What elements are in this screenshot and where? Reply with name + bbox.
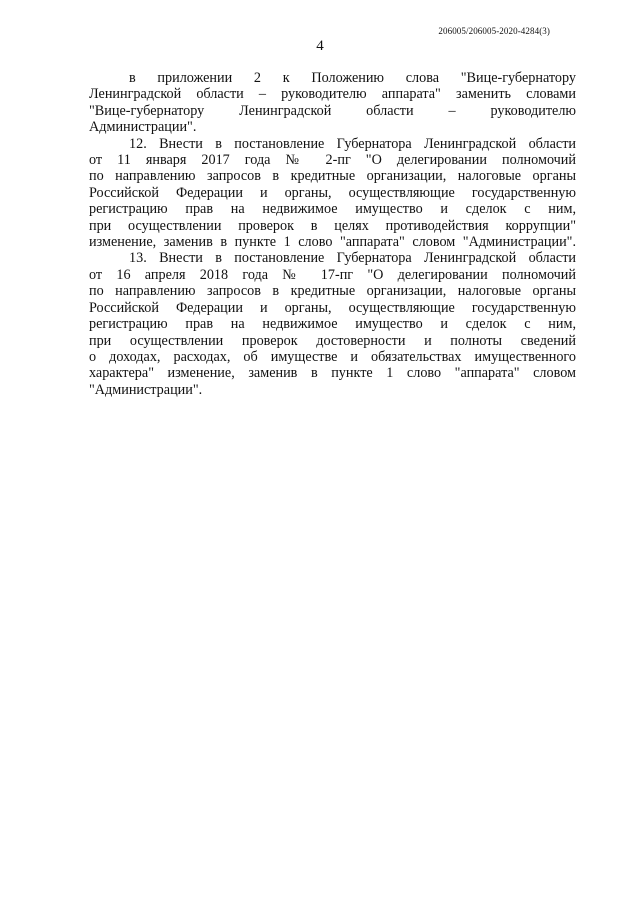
document-id: 206005/206005-2020-4284(3) [438, 26, 550, 36]
text-line: регистрацию прав на недвижимое имущество и сделок с ним, [89, 201, 576, 218]
text-line: Российской Федерации и органы, осуществляющие государственную [89, 184, 576, 201]
text-line: в приложении 2 к Положению слова "Вице-губернатору [129, 70, 576, 86]
paragraph-item-12 [89, 136, 576, 251]
text-line: характера" изменение, заменив в пункте 1 слово "аппарата" словом [89, 365, 576, 382]
text-line: Администрации". [89, 119, 197, 136]
text-line: по направлению запросов в кредитные организации, налоговые органы [89, 168, 576, 185]
text-line: Ленинградской области – руководителю аппарата" заменить словами [89, 86, 576, 103]
text-line: от 16 апреля 2018 года № 17-пг "О делегировании полномочий [89, 266, 576, 283]
text-line: "Администрации". [89, 381, 203, 398]
text-line: "Вице-губернатору Ленинградской области – руководителю [89, 102, 576, 119]
text-line: регистрацию прав на недвижимое имущество и сделок с ним, [89, 316, 576, 333]
text-line: по направлению запросов в кредитные организации, налоговые органы [89, 283, 576, 300]
page-number: 4 [316, 38, 324, 54]
document-body [89, 70, 576, 398]
text-line: о доходах, расходах, об имуществе и обязательствах имущественного [89, 348, 576, 365]
text-line: при осуществлении проверок в целях противодействия коррупции" [89, 217, 576, 234]
text-line: 13. Внести в постановление Губернатора Ленинградской области [129, 250, 576, 267]
paragraph-1-continuation [89, 70, 576, 136]
paragraph-item-13 [89, 250, 576, 398]
text-line: от 11 января 2017 года № 2-пг "О делегировании полномочий [89, 152, 576, 169]
text-line: при осуществлении проверок достоверности и полноты сведений [89, 332, 576, 349]
text-line: 12. Внести в постановление Губернатора Ленинградской области [129, 135, 576, 152]
text-line: изменение, заменив в пункте 1 слово "аппарата" словом "Администрации". [89, 234, 576, 251]
text-line: Российской Федерации и органы, осуществляющие государственную [89, 299, 576, 316]
